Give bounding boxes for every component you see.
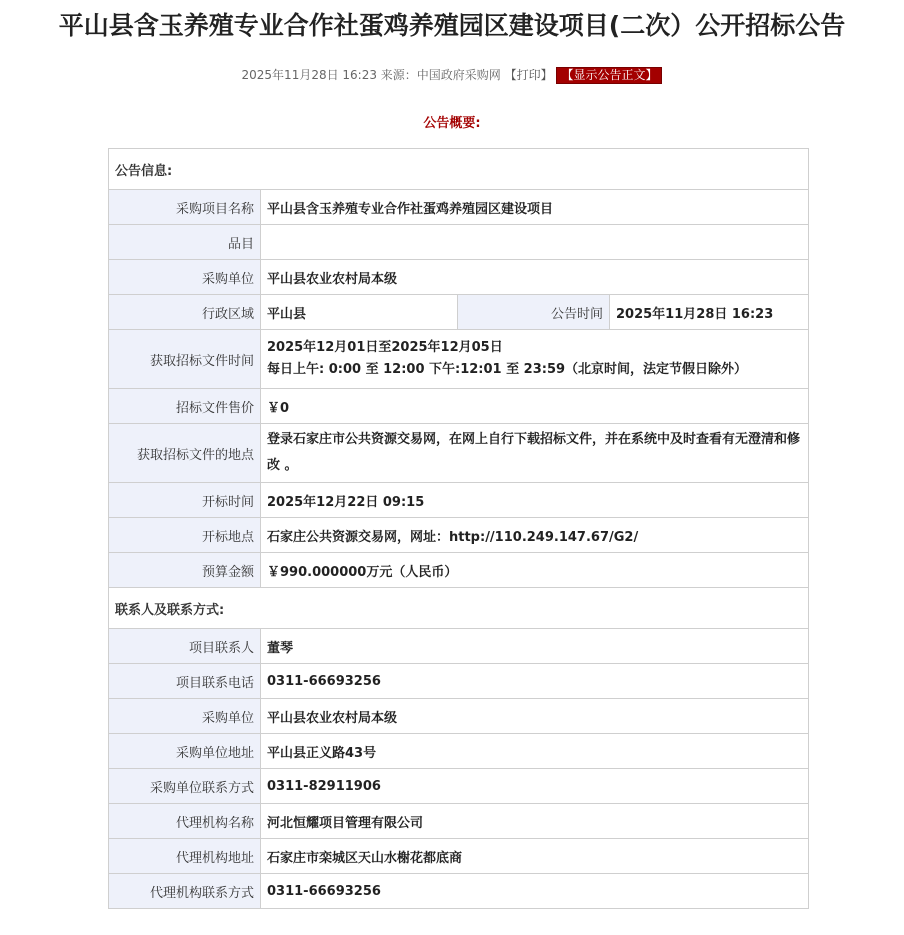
summary-heading: 公告概要: xyxy=(423,116,481,131)
field-label: 获取招标文件时间 xyxy=(109,330,261,389)
notice-info-table xyxy=(108,148,809,909)
field-label: 招标文件售价 xyxy=(109,389,261,424)
agency-name-value: 河北恒耀项目管理有限公司 xyxy=(261,804,809,839)
print-link[interactable]: 【打印】 xyxy=(504,68,553,82)
get-doc-date-range: 2025年12月01日至2025年12月05日 xyxy=(267,340,503,355)
project-contact-value: 董琴 xyxy=(261,629,809,664)
field-label: 品目 xyxy=(109,225,261,260)
contact-purchaser-value: 平山县农业农村局本级 xyxy=(261,699,809,734)
purchaser-value: 平山县农业农村局本级 xyxy=(261,260,809,295)
region-value: 平山县 xyxy=(261,295,458,330)
get-doc-place-value: 登录石家庄市公共资源交易网，在网上自行下载招标文件，并在系统中及时查看有无澄清和修改 。 xyxy=(261,424,809,483)
table-row xyxy=(109,839,809,874)
field-label: 采购单位 xyxy=(109,260,261,295)
field-label: 获取招标文件的地点 xyxy=(109,424,261,483)
field-label: 采购单位地址 xyxy=(109,734,261,769)
table-row xyxy=(109,804,809,839)
open-time-value: 2025年12月22日 09:15 xyxy=(261,483,809,518)
agency-contact-value: 0311-66693256 xyxy=(261,874,809,909)
field-label: 预算金额 xyxy=(109,553,261,588)
table-row xyxy=(109,483,809,518)
show-notice-button[interactable]: 【显示公告正文】 xyxy=(556,67,662,84)
publish-info: 2025年11月28日 16:23 来源：中国政府采购网 xyxy=(241,68,505,82)
table-row xyxy=(109,734,809,769)
field-label: 开标地点 xyxy=(109,518,261,553)
table-row xyxy=(109,664,809,699)
table-row xyxy=(109,518,809,553)
agency-address-value: 石家庄市栾城区天山水榭花都底商 xyxy=(261,839,809,874)
table-row xyxy=(109,295,809,330)
table-row xyxy=(109,190,809,225)
field-label: 代理机构名称 xyxy=(109,804,261,839)
project-name-value: 平山县含玉养殖专业合作社蛋鸡养殖园区建设项目 xyxy=(261,190,809,225)
table-row xyxy=(109,330,809,389)
table-row xyxy=(109,553,809,588)
purchaser-contact-value: 0311-82911906 xyxy=(261,769,809,804)
field-label: 采购单位联系方式 xyxy=(109,769,261,804)
table-row xyxy=(109,874,809,909)
purchaser-address-value: 平山县正义路43号 xyxy=(261,734,809,769)
doc-price-value: ￥0 xyxy=(261,389,809,424)
page-title: 平山县含玉养殖专业合作社蛋鸡养殖园区建设项目(二次）公开招标公告 xyxy=(58,11,846,40)
section-row xyxy=(109,588,809,629)
project-phone-value: 0311-66693256 xyxy=(261,664,809,699)
table-row xyxy=(109,629,809,664)
field-label: 采购单位 xyxy=(109,699,261,734)
table-row xyxy=(109,389,809,424)
section-contact-info: 联系人及联系方式: xyxy=(109,588,809,629)
table-row xyxy=(109,424,809,483)
field-label: 项目联系电话 xyxy=(109,664,261,699)
table-row xyxy=(109,699,809,734)
table-row xyxy=(109,225,809,260)
get-doc-time-value xyxy=(261,330,809,389)
item-value xyxy=(261,225,809,260)
notice-time-value: 2025年11月28日 16:23 xyxy=(610,295,809,330)
field-label: 代理机构地址 xyxy=(109,839,261,874)
get-doc-daily-hours: 每日上午: 0:00 至 12:00 下午:12:01 至 23:59（北京时间，法定节假日除外） xyxy=(267,362,748,377)
field-label: 代理机构联系方式 xyxy=(109,874,261,909)
field-label: 行政区域 xyxy=(109,295,261,330)
field-label: 项目联系人 xyxy=(109,629,261,664)
field-label: 公告时间 xyxy=(458,295,610,330)
table-row xyxy=(109,769,809,804)
notice-meta xyxy=(0,66,904,84)
field-label: 采购项目名称 xyxy=(109,190,261,225)
budget-value: ￥990.000000万元（人民币） xyxy=(261,553,809,588)
open-place-value: 石家庄公共资源交易网，网址：http://110.249.147.67/G2/ xyxy=(261,518,809,553)
table-row xyxy=(109,260,809,295)
section-notice-info: 公告信息: xyxy=(109,149,809,190)
field-label: 开标时间 xyxy=(109,483,261,518)
section-row xyxy=(109,149,809,190)
